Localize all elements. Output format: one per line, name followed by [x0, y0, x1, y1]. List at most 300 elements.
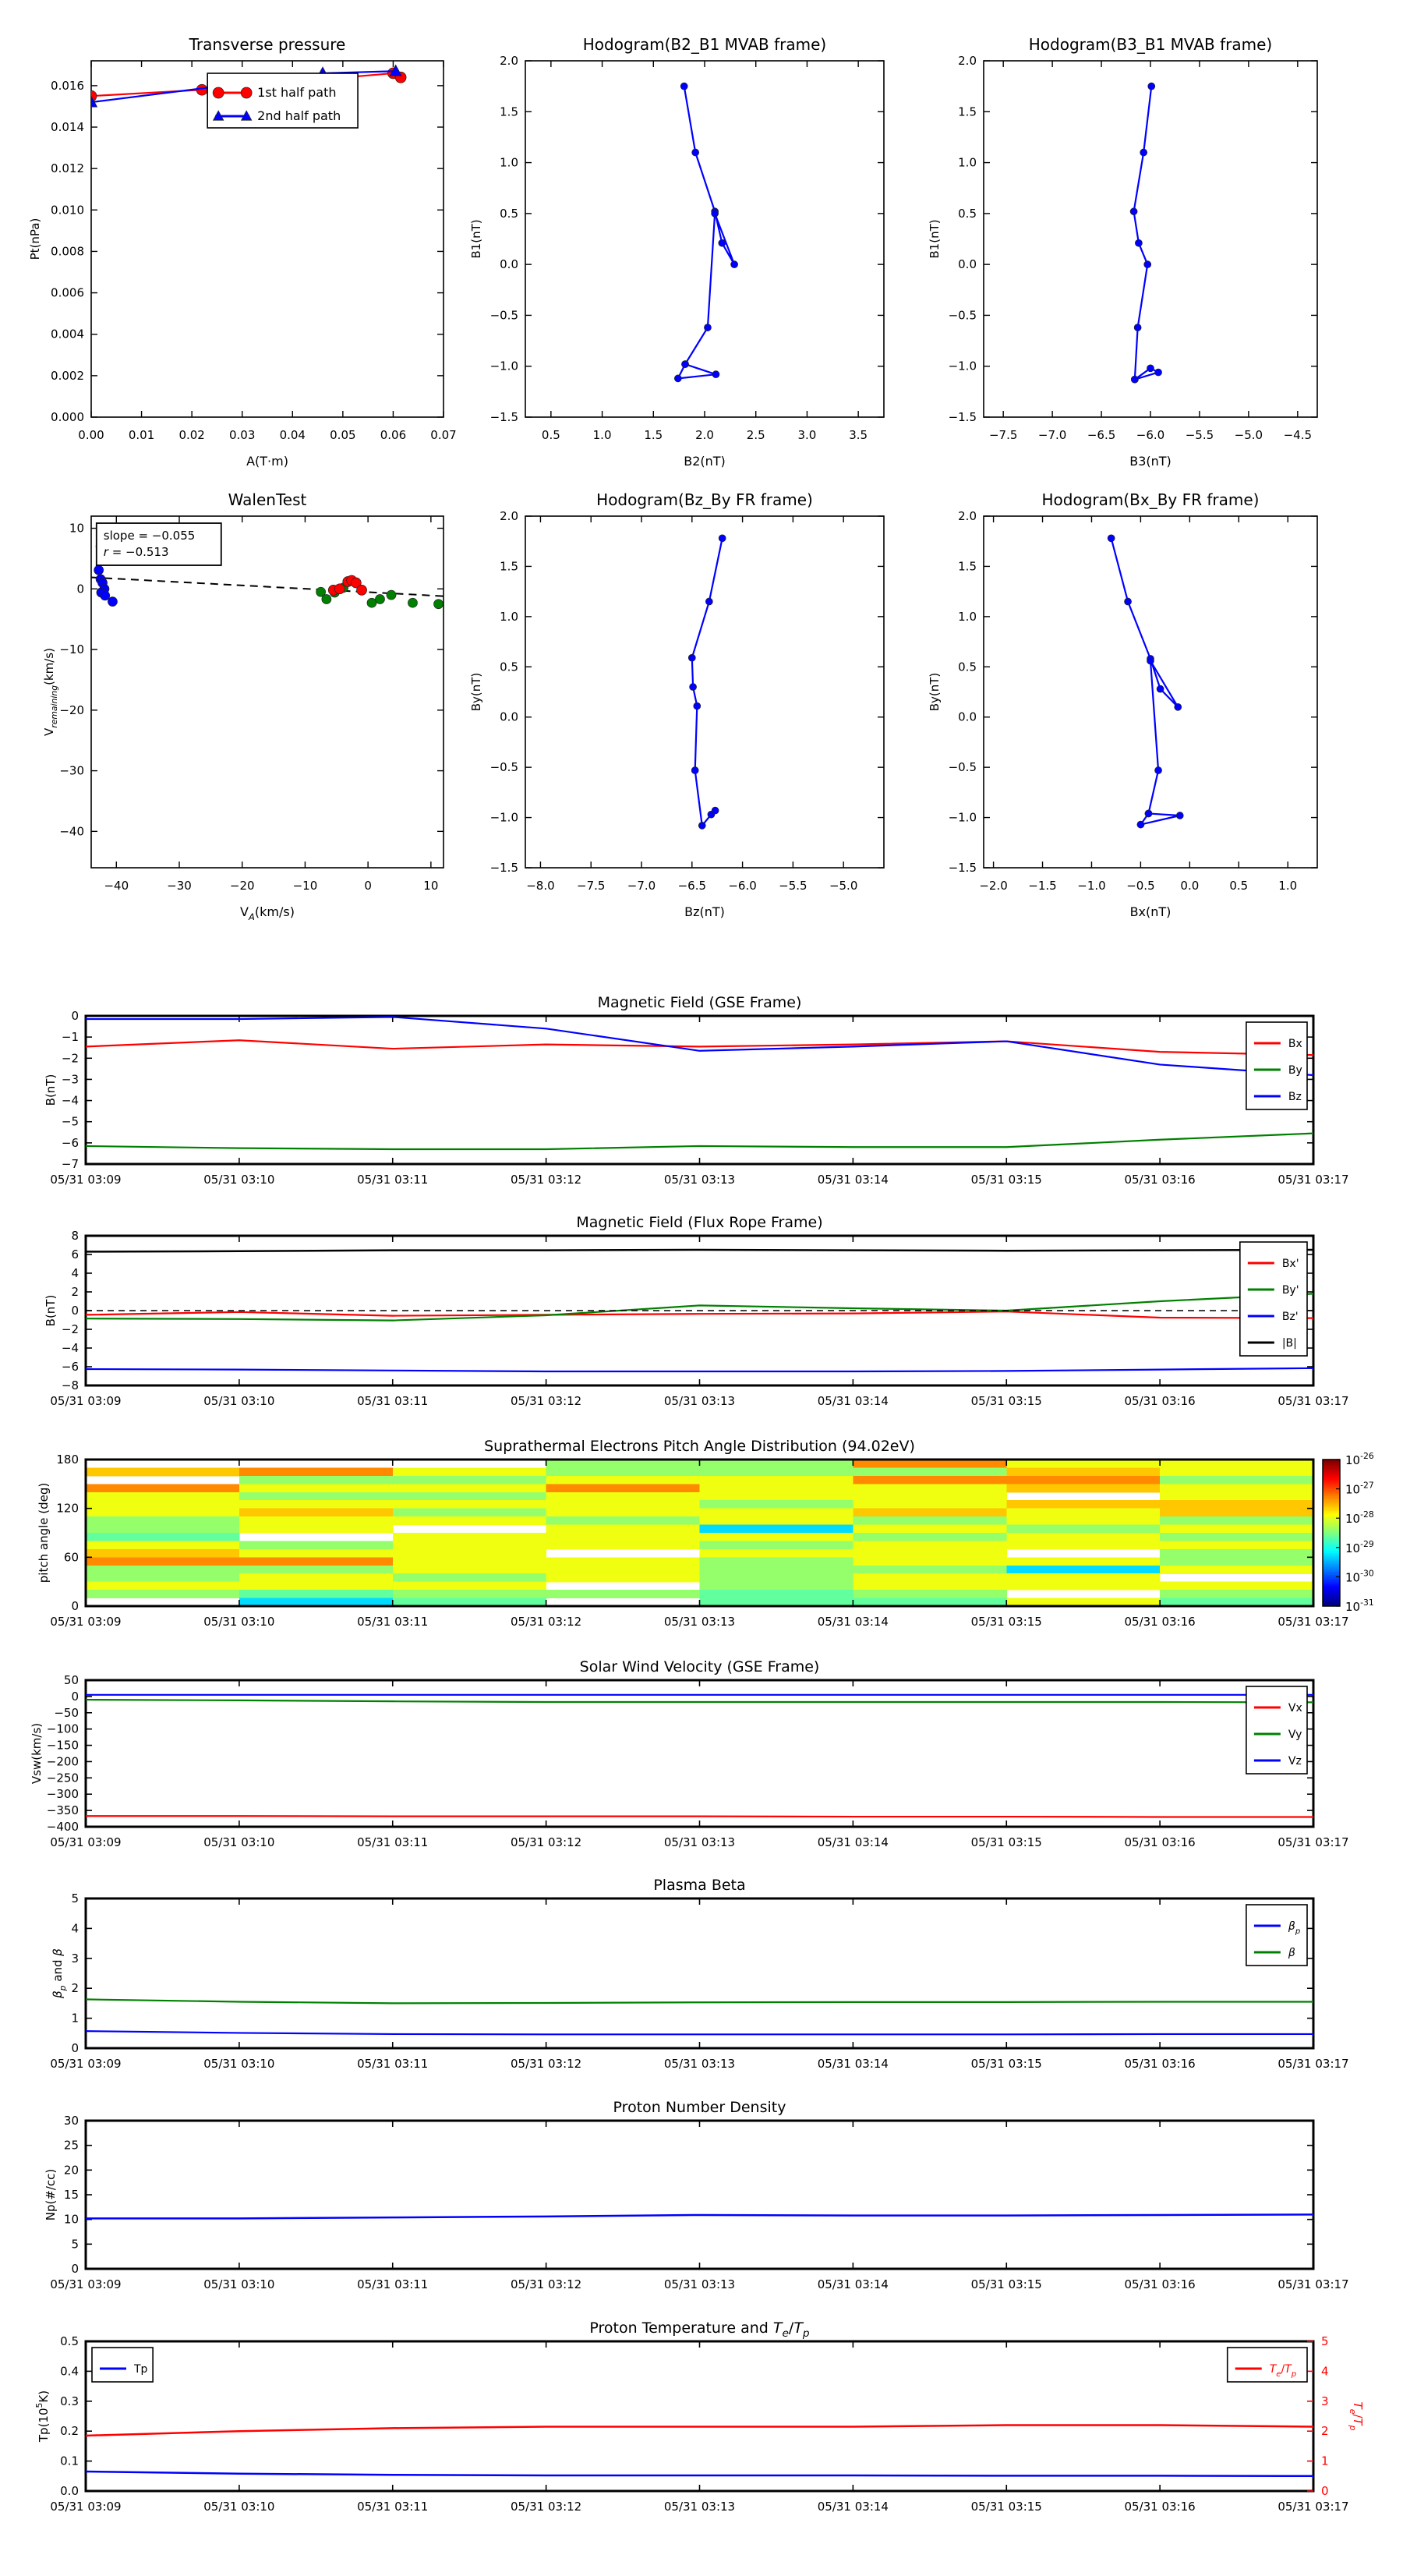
y-tick-label: −1 [61, 1030, 79, 1045]
heatmap-cell [239, 1484, 393, 1492]
heatmap-cell [546, 1500, 700, 1509]
x-tick-label: 05/31 03:11 [357, 1173, 429, 1187]
series-group [86, 1250, 1313, 1371]
heatmap-cell [239, 1582, 393, 1591]
heatmap-cell [546, 1573, 700, 1582]
heatmap-cell [700, 1509, 853, 1517]
axes-spines [525, 516, 884, 868]
panel-proton-number-density [44, 2099, 1349, 2291]
x-tick-label: 10 [423, 879, 439, 893]
y2-axis-label: $T_e/T_p$ [1348, 2401, 1365, 2431]
y-tick-label: 1.5 [500, 559, 518, 574]
y-tick-label: −0.5 [948, 308, 977, 323]
heatmap-cell [546, 1525, 700, 1534]
y-tick-label: 0.0 [60, 2484, 79, 2498]
y-tick-label: −40 [59, 824, 84, 839]
heatmap-cell [1160, 1500, 1313, 1509]
panel-title: Suprathermal Electrons Pitch Angle Distribution (94.02eV) [484, 1438, 915, 1455]
legend-label: 1st half path [257, 84, 337, 100]
x-tick-label: −7.0 [1037, 428, 1067, 442]
series-group [674, 83, 737, 382]
series-line-Bz_By [692, 538, 723, 826]
heatmap-cell [86, 1516, 239, 1525]
y-tick-label: 2.0 [958, 54, 977, 68]
legend [1246, 1022, 1307, 1109]
heatmap-cell [393, 1541, 546, 1549]
series-point-B2_B1 [674, 375, 681, 382]
panel-proton-temperature [34, 2319, 1365, 2514]
heatmap-cell [1006, 1541, 1160, 1549]
x-tick-label: 0.05 [330, 428, 356, 442]
x-tick-label: 05/31 03:10 [203, 1173, 275, 1187]
series-point-1st half path [196, 84, 207, 95]
heatmap-cell [1160, 1549, 1313, 1558]
x-axis-label: A(T·m) [246, 454, 288, 469]
y-tick-label: 0 [71, 1009, 79, 1023]
y-tick-label: 2.0 [958, 509, 977, 523]
heatmap-cell [546, 1467, 700, 1476]
y2-tick-label: 3 [1321, 2394, 1329, 2408]
annotation-box [97, 523, 221, 565]
heatmap-cell [239, 1590, 393, 1598]
series-point-first-interval [108, 597, 117, 607]
y-tick-label: 15 [63, 2188, 79, 2202]
heatmap-cell [239, 1541, 393, 1549]
y-tick-label: −2 [61, 1051, 79, 1066]
x-tick-label: 05/31 03:12 [511, 1173, 582, 1187]
y-tick-label: −1.5 [489, 410, 518, 424]
x-tick-label: 05/31 03:14 [817, 2057, 889, 2071]
heatmap-cell [1160, 1509, 1313, 1517]
x-tick-label: −6.0 [1136, 428, 1165, 442]
heatmap-cell [1006, 1516, 1160, 1525]
panel-hodogram-bz-by [469, 490, 884, 919]
panel-title: WalenTest [228, 490, 307, 509]
heatmap-cell [239, 1525, 393, 1534]
colorbar-tick-label: $10^{-26}$ [1345, 1451, 1374, 1467]
x-tick-label: 05/31 03:09 [50, 2057, 122, 2071]
x-tick-label: 05/31 03:09 [50, 1173, 122, 1187]
heatmap-cell [546, 1460, 700, 1468]
x-tick-label: 05/31 03:13 [663, 1394, 736, 1408]
y-tick-label: −300 [46, 1787, 79, 1802]
panel-title: Hodogram(B3_B1 MVAB frame) [1028, 35, 1273, 54]
y-tick-label: −1.5 [948, 410, 977, 424]
heatmap-cell [86, 1500, 239, 1509]
y-tick-label: −200 [46, 1754, 79, 1769]
colorbar [1323, 1451, 1374, 1614]
legend-label: Bx [1288, 1038, 1302, 1050]
x-axis-label: Bz(nT) [684, 904, 725, 919]
series-point-Bx_By [1108, 535, 1115, 542]
heatmap-cell [86, 1541, 239, 1549]
series-point-B3_B1 [1155, 369, 1162, 376]
y2-tick-label: 0 [1321, 2484, 1329, 2498]
legend-label: Vy [1288, 1729, 1302, 1741]
heatmap-cell [700, 1467, 853, 1476]
heatmap-cell [853, 1492, 1006, 1501]
heatmap-cell [86, 1492, 239, 1501]
y-tick-label: 0.5 [958, 206, 977, 221]
x-tick-label: 1.0 [592, 428, 612, 442]
x-tick-label: −5.0 [1234, 428, 1263, 442]
heatmap-cell [1006, 1509, 1160, 1517]
heatmap-cell [1160, 1516, 1313, 1525]
series-group [86, 2214, 1313, 2218]
series-point-B2_B1 [704, 324, 711, 331]
heatmap-cell [700, 1525, 853, 1534]
x-tick-label: 05/31 03:15 [970, 2277, 1042, 2291]
panel-plasma-beta [50, 1877, 1348, 2071]
heatmap-cell [1160, 1460, 1313, 1468]
y-tick-label: 1.0 [958, 609, 977, 624]
series-point-Bx_By [1147, 657, 1154, 664]
heatmap-cell [853, 1566, 1006, 1574]
heatmap-cell [700, 1476, 853, 1484]
heatmap-cell [853, 1467, 1006, 1476]
x-tick-label: 05/31 03:17 [1278, 2277, 1349, 2291]
heatmap-cell [239, 1492, 393, 1501]
y-tick-label: 0.3 [60, 2394, 79, 2408]
heatmap-cell [700, 1516, 853, 1525]
x-tick-label: 05/31 03:12 [511, 1615, 582, 1629]
x-axis-label: Bx(nT) [1129, 904, 1172, 919]
y-tick-label: −250 [46, 1771, 79, 1785]
y-axis-label: By(nT) [469, 672, 483, 712]
heatmap-cell [239, 1516, 393, 1525]
y-tick-label: 0.5 [500, 660, 518, 674]
colorbar-tick-label: $10^{-29}$ [1345, 1538, 1374, 1555]
heatmap-cell [853, 1476, 1006, 1484]
x-tick-label: 0.03 [229, 428, 256, 442]
heatmap-cell [853, 1525, 1006, 1534]
series-line-Bx' [86, 1311, 1313, 1318]
series-point-Bx_By [1125, 598, 1132, 605]
series-line-B3_B1 [1134, 87, 1158, 380]
series-point-Bx_By [1176, 812, 1183, 819]
x-tick-label: 05/31 03:11 [357, 1615, 429, 1629]
y-tick-label: 0.000 [51, 410, 84, 424]
series-line-Bz' [86, 1368, 1313, 1371]
heatmap-cell [393, 1573, 546, 1582]
heatmap-cell [393, 1549, 546, 1558]
y-tick-label: 0.0 [500, 709, 518, 724]
x-tick-label: 05/31 03:15 [970, 2500, 1042, 2514]
heatmap-cell [86, 1582, 239, 1591]
series-line-Bx_By [1111, 538, 1180, 824]
y-tick-label: −0.5 [489, 308, 518, 323]
heatmap-cell [1006, 1476, 1160, 1484]
x-tick-label: 3.5 [849, 428, 868, 442]
series-point-Bz_By [691, 767, 698, 774]
series-point-Bz_By [705, 598, 712, 605]
y-axis-label: Vsw(km/s) [30, 1722, 44, 1785]
x-tick-label: −1.5 [1028, 879, 1057, 893]
colorbar-tick-label: $10^{-30}$ [1345, 1568, 1374, 1585]
heatmap-cell [546, 1492, 700, 1501]
y-tick-label: −1.5 [489, 861, 518, 875]
x-tick-label: 05/31 03:12 [511, 2057, 582, 2071]
y-tick-label: 0.004 [51, 327, 84, 341]
panel-hodogram-b3-b1 [928, 35, 1317, 469]
heatmap-cell [1006, 1533, 1160, 1541]
y-axis-label: B1(nT) [928, 219, 942, 259]
y-tick-label: 5 [71, 1891, 79, 1905]
y-tick-label: 2 [71, 1285, 79, 1299]
y-axis-label: pitch angle (deg) [37, 1482, 51, 1583]
x-tick-label: 05/31 03:10 [203, 2057, 275, 2071]
x-tick-label: 05/31 03:12 [511, 2277, 582, 2291]
series-point-B3_B1 [1148, 83, 1155, 90]
heatmap-cell [239, 1557, 393, 1566]
x-tick-label: 05/31 03:17 [1278, 1615, 1349, 1629]
x-tick-label: 0.02 [178, 428, 205, 442]
y-axis-label: $\beta_p$ and β [51, 1948, 68, 1998]
x-tick-label: 05/31 03:13 [663, 2057, 736, 2071]
y-tick-label: 1.0 [500, 609, 518, 624]
series-line-Vx [86, 1816, 1313, 1817]
x-tick-label: 05/31 03:10 [203, 1615, 275, 1629]
y-tick-label: −10 [59, 642, 84, 657]
y-tick-label: 0.016 [51, 78, 84, 93]
series-line-By [86, 1134, 1313, 1149]
series-group [86, 1999, 1313, 2034]
y-tick-label: −1.0 [948, 359, 977, 373]
y-tick-label: −1.0 [489, 359, 518, 373]
y-tick-label: 0.5 [60, 2334, 79, 2348]
panel-title: Magnetic Field (Flux Rope Frame) [576, 1214, 823, 1231]
heatmap-cell [393, 1492, 546, 1501]
x-tick-label: −5.5 [1185, 428, 1214, 442]
x-tick-label: 05/31 03:14 [817, 1615, 889, 1629]
legend-label: $T_e/T_p$ [1269, 2363, 1297, 2379]
heatmap-cell [393, 1566, 546, 1574]
heatmap-cell [86, 1484, 239, 1492]
y-tick-label: 6 [71, 1247, 79, 1261]
series-line-B2_B1 [678, 87, 734, 379]
x-tick-label: −5.5 [779, 879, 808, 893]
series-point-first-interval [101, 591, 110, 600]
x-tick-label: 05/31 03:14 [817, 1835, 889, 1849]
y-tick-label: 0.002 [51, 368, 84, 383]
axes-spines [91, 516, 444, 868]
x-tick-label: −1.0 [1077, 879, 1106, 893]
y-tick-label: 1.5 [958, 104, 977, 119]
y-tick-label: 4 [71, 1266, 79, 1280]
y-axis-label: Np(#/cc) [44, 2168, 58, 2221]
x-tick-label: 05/31 03:11 [357, 2500, 429, 2514]
series-point-Bx_By [1137, 821, 1144, 828]
heatmap-cell [700, 1533, 853, 1541]
heatmap-cell [393, 1484, 546, 1492]
heatmap-cell [700, 1549, 853, 1558]
y2-tick-label: 1 [1321, 2454, 1329, 2468]
series-point-Bx_By [1145, 810, 1152, 817]
x-tick-label: 0.5 [541, 428, 560, 442]
y-tick-label: 0 [71, 1304, 79, 1318]
x-tick-label: 05/31 03:10 [203, 2500, 275, 2514]
panel-transverse-pressure [28, 35, 457, 469]
heatmap-cell [700, 1573, 853, 1582]
series-point-B3_B1 [1147, 365, 1154, 372]
y-tick-label: −100 [46, 1721, 79, 1736]
y-tick-label: 10 [63, 2212, 79, 2227]
y-tick-label: 0.5 [500, 206, 518, 221]
heatmap-cell [86, 1549, 239, 1558]
panel-title: Solar Wind Velocity (GSE Frame) [579, 1658, 820, 1675]
x-tick-label: 0.01 [128, 428, 155, 442]
x-tick-label: 0.06 [380, 428, 407, 442]
heatmap-cell [1160, 1541, 1313, 1549]
legend [1246, 1905, 1307, 1966]
x-tick-label: 05/31 03:11 [357, 1394, 429, 1408]
y-tick-label: 0.4 [60, 2364, 79, 2379]
y-tick-label: 0 [71, 2262, 79, 2276]
heatmap-cell [853, 1582, 1006, 1591]
y-tick-label: 2.0 [500, 509, 518, 523]
axes-spines [86, 2341, 1313, 2491]
x-axis-label: B2(nT) [684, 454, 726, 469]
y2-tick-label: 4 [1321, 2364, 1329, 2379]
heatmap-cell [393, 1509, 546, 1517]
y-axis-label: Pt(nPa) [28, 218, 42, 260]
heatmap-cell [1160, 1484, 1313, 1492]
panel-title: Magnetic Field (GSE Frame) [597, 994, 802, 1011]
legend-label: By [1288, 1064, 1302, 1077]
legend-label: 2nd half path [257, 108, 341, 123]
heatmap-cell [853, 1516, 1006, 1525]
heatmap-cell [700, 1541, 853, 1549]
heatmap-cell [1160, 1590, 1313, 1598]
y-tick-label: 0.2 [60, 2424, 79, 2439]
x-tick-label: 05/31 03:15 [970, 1173, 1042, 1187]
y-tick-label: −1.5 [948, 861, 977, 875]
x-tick-label: 05/31 03:16 [1124, 2500, 1196, 2514]
axes-spines [86, 2121, 1313, 2269]
series-point-Bz_By [712, 807, 719, 814]
y-tick-label: 0.1 [60, 2454, 79, 2468]
x-tick-label: 05/31 03:09 [50, 2277, 122, 2291]
y2-tick-label: 5 [1321, 2334, 1329, 2348]
heatmap-cell [546, 1516, 700, 1525]
panel-solar-wind-velocity [30, 1658, 1349, 1849]
series-point-Bx_By [1175, 703, 1182, 710]
x-tick-label: 05/31 03:15 [970, 2057, 1042, 2071]
y-tick-label: 1.0 [958, 155, 977, 170]
heatmap-cell [853, 1557, 1006, 1566]
heatmap-cell [700, 1566, 853, 1574]
axes-spines [86, 1898, 1313, 2048]
heatmap-cell [1160, 1492, 1313, 1501]
y-tick-label: −0.5 [489, 760, 518, 775]
legend-label: Bz' [1281, 1311, 1299, 1323]
panel-hodogram-bx-by [928, 490, 1317, 919]
y-axis-label: By(nT) [928, 672, 942, 712]
y-tick-label: 0 [71, 1599, 79, 1613]
y-tick-label: 0.0 [958, 709, 977, 724]
panel-hodogram-b2-b1 [469, 35, 884, 469]
heatmap-cell [393, 1476, 546, 1484]
series-point-Bz_By [719, 535, 726, 542]
x-tick-label: 05/31 03:12 [511, 1394, 582, 1408]
y-tick-label: 0.5 [958, 660, 977, 674]
y-tick-label: 2 [71, 1981, 79, 1996]
x-tick-label: 0.04 [279, 428, 306, 442]
x-tick-label: 05/31 03:17 [1278, 1394, 1349, 1408]
panel-title: Hodogram(Bx_By FR frame) [1041, 490, 1260, 509]
heatmap-cell [1006, 1484, 1160, 1492]
heatmap-cell [1160, 1566, 1313, 1574]
x-tick-label: −30 [167, 879, 192, 893]
legend-label: $\beta_p$ [1288, 1920, 1301, 1936]
series-point-B3_B1 [1134, 324, 1141, 331]
y-tick-label: 0.012 [51, 161, 84, 176]
heatmap-cell [853, 1573, 1006, 1582]
legend-label: Vz [1288, 1755, 1302, 1767]
panel-title: Proton Temperature and $T_e/T_p$ [589, 2319, 810, 2340]
legend-label: By' [1281, 1284, 1299, 1297]
x-tick-label: 05/31 03:09 [50, 1835, 122, 1849]
series-group [688, 535, 726, 830]
legend-label: Bz [1288, 1091, 1302, 1103]
series-point-B3_B1 [1135, 239, 1142, 246]
series-point-second-interval [408, 598, 417, 607]
heatmap-cell [546, 1590, 700, 1598]
heatmap-cell [1160, 1525, 1313, 1534]
heatmap-cell [853, 1541, 1006, 1549]
legend-label: β [1288, 1947, 1295, 1959]
series-point-B3_B1 [1130, 208, 1137, 215]
x-tick-label: 05/31 03:17 [1278, 2057, 1349, 2071]
legend [1240, 1242, 1307, 1356]
series-point-B2_B1 [719, 239, 726, 246]
x-tick-label: −6.5 [677, 879, 707, 893]
x-tick-label: 05/31 03:11 [357, 2057, 429, 2071]
heatmap-cell [393, 1516, 546, 1525]
series-group [1108, 535, 1183, 828]
y-tick-label: 0 [71, 1689, 79, 1704]
heatmap-cell [86, 1566, 239, 1574]
y-tick-label: −30 [59, 763, 84, 778]
y-tick-label: 0.014 [51, 120, 84, 135]
series-point-Bz_By [694, 702, 701, 709]
x-tick-label: 05/31 03:13 [663, 2277, 736, 2291]
x-tick-label: 05/31 03:11 [357, 2277, 429, 2291]
x-tick-label: 05/31 03:09 [50, 1615, 122, 1629]
y-tick-label: −4 [61, 1341, 79, 1355]
x-tick-label: 05/31 03:10 [203, 2277, 275, 2291]
panel-title: Proton Number Density [613, 2099, 786, 2116]
legend [92, 2348, 153, 2382]
panel-pitch-angle-distribution [37, 1438, 1374, 1629]
y-tick-label: 2.0 [500, 54, 518, 68]
y-tick-label: 0 [71, 2041, 79, 2055]
y-axis-label: B(nT) [44, 1294, 58, 1327]
heatmap-cell [546, 1566, 700, 1574]
y-axis-label: B(nT) [44, 1074, 58, 1106]
x-tick-label: 3.0 [797, 428, 817, 442]
heatmap-cell [239, 1509, 393, 1517]
x-tick-label: −6.5 [1087, 428, 1116, 442]
y-axis-label: $Tp(10^5K)$ [34, 2390, 51, 2443]
heatmap-cells [86, 1460, 1314, 1607]
x-tick-label: 05/31 03:13 [663, 1173, 736, 1187]
x-tick-label: 2.5 [746, 428, 765, 442]
heatmap-cell [393, 1467, 546, 1476]
series-point-B3_B1 [1131, 376, 1138, 383]
heatmap-cell [239, 1476, 393, 1484]
panel-title: Hodogram(B2_B1 MVAB frame) [582, 35, 827, 54]
